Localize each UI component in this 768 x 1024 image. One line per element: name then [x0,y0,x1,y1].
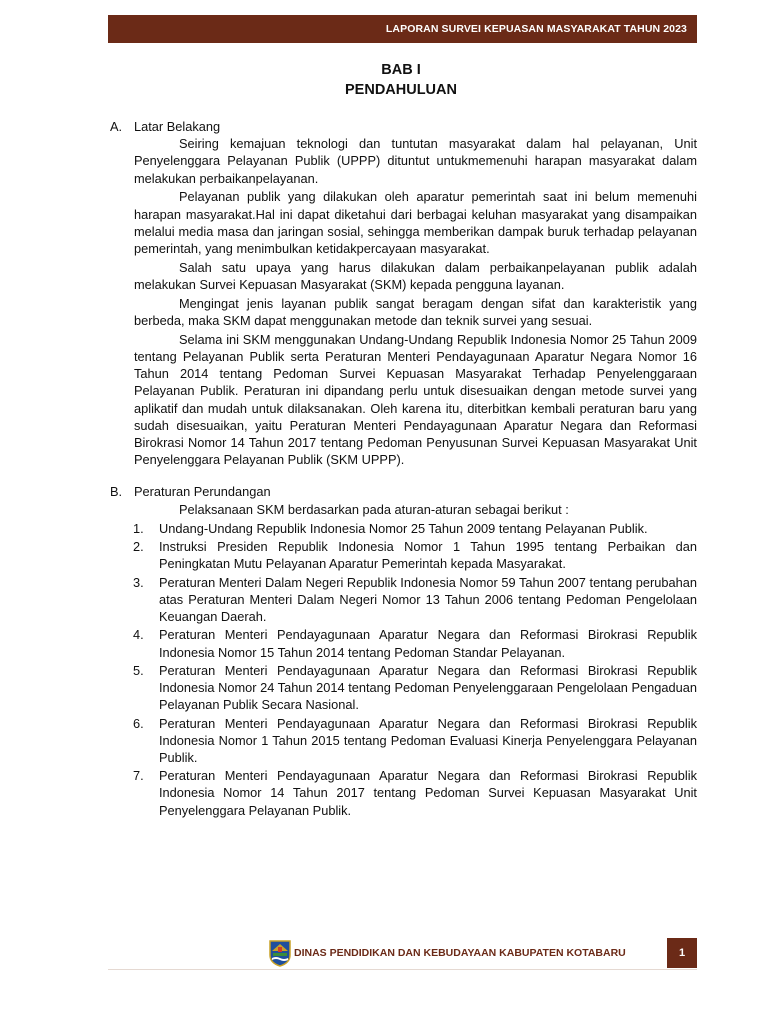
list-item [110,662,697,714]
list-item-number: 5. [133,662,144,678]
running-header-title: LAPORAN SURVEI KEPUASAN MASYARAKAT TAHUN 2023 [385,23,687,35]
paragraph: Salah satu upaya yang harus dilakukan dalam perbaikanpelayanan publik adalah melakukan Survei Kepuasan Masyarakat (SKM) kepada pengguna layanan. [134,259,697,293]
list-item-text: Peraturan Menteri Pendayagunaan Aparatur Negara dan Reformasi Birokrasi Republik Indonesia Nomor 14 Tahun 2017 tentang Pedoman Survei Kepuasan Masyarakat Unit Penyelenggara Pelayanan Publik. [159,768,697,818]
paragraph: Seiring kemajuan teknologi dan tuntutan masyarakat dalam hal pelayanan, Unit Penyelenggara Pelayanan Publik (UPPP) dituntut untukmemenuhi harapan masyarakat dalam melakukan perbaikanpelayanan. [134,136,697,186]
kotabaru-regency-crest-icon [268,939,292,967]
regulation-list [110,520,697,819]
list-item-text: Peraturan Menteri Pendayagunaan Aparatur Negara dan Reformasi Birokrasi Republik Indonesia Nomor 24 Tahun 2014 tentang Pedoman Penyelenggaraan Pengelolaan Pengaduan Pelayanan Publik Secara Nasional. [159,662,697,713]
list-item-number: 6. [133,715,144,731]
paragraph: Pelayanan publik yang dilakukan oleh aparatur pemerintah saat ini belum memenuhi harapan masyarakat.Hal ini dapat diketahui dari berbagai keluhan masyarakat yang disampaikan melalui media masa dan jaringan sosial, sehingga memberikan dampak buruk terhadap pelayanan pemerintah, yang menimbulkan ketidakpercayaan masyarakat. [134,189,697,257]
section-b-title: Peraturan Perundangan [134,484,271,500]
list-item-text: Peraturan Menteri Pendayagunaan Aparatur Negara dan Reformasi Birokrasi Republik Indonesia Nomor 1 Tahun 2015 tentang Pedoman Evaluasi Kinerja Penyelenggara Pelayanan Publik. [159,715,697,765]
section-a-heading [110,118,697,135]
section-a-letter: A. [110,119,123,134]
list-item [110,626,697,660]
paragraph: Mengingat jenis layanan publik sangat beragam dengan sifat dan karakteristik yang berbeda, maka SKM dapat menggunakan metode dan teknik survei yang sesuai. [134,295,697,329]
list-item-number: 7. [133,768,144,784]
footer-divider [108,969,697,970]
list-item-text: Peraturan Menteri Dalam Negeri Republik Indonesia Nomor 59 Tahun 2007 tentang perubahan atas Peraturan Menteri Dalam Negeri Nomor 13 Tahun 2006 tentang Pedoman Pengelolaan Keuangan Daerah. [159,574,697,625]
list-item [110,520,697,537]
list-item-number: 3. [133,574,144,590]
section-b-intro: Pelaksanaan SKM berdasarkan pada aturan-aturan sebagai berikut : [179,501,569,517]
list-item [110,574,697,626]
list-item-text: Instruksi Presiden Republik Indonesia Nomor 1 Tahun 1995 tentang Perbaikan dan Peningkatan Mutu Pelayanan Aparatur Pemerintah kepada Masyarakat. [159,539,697,572]
footer-organization: DINAS PENDIDIKAN DAN KEBUDAYAAN KABUPATEN KOTABARU [294,947,626,959]
running-header [108,15,697,43]
paragraph: Selama ini SKM menggunakan Undang-Undang Republik Indonesia Nomor 25 Tahun 2009 tentang Pelayanan Publik serta Peraturan Menteri Pendayagunaan Aparatur Negara Nomor 16 Tahun 2014 tentang Pedoman Survei Kepuasan Masyarakat Terhadap Penyelenggaraan Pelayanan Publik. Peraturan ini dipandang perlu untuk disesuaikan dengan metode survei yang aplikatif dan mudah untuk dilaksanakan. Oleh karena itu, diterbitkan kembali peraturan baru yang sudah disesuaikan, yaitu Peraturan Menteri Pendayagunaan Aparatur Negara dan Reformasi Birokrasi Nomor 14 Tahun 2017 tentang Pedoman Penyusunan Survei Kepuasan Masyarakat Unit Penyelenggara Pelayanan Publik (SKM UPPP). [134,331,697,468]
list-item-text: Peraturan Menteri Pendayagunaan Aparatur Negara dan Reformasi Birokrasi Republik Indonesia Nomor 15 Tahun 2014 tentang Pedoman Standar Pelayanan. [159,627,697,660]
page-number: 1 [678,947,686,959]
chapter-number: BAB I [381,62,421,78]
section-b-heading [110,483,697,500]
page-number-badge [667,938,697,968]
page-footer [268,938,697,968]
list-item [110,715,697,767]
list-item-number: 4. [133,627,144,643]
list-item-number: 1. [133,520,144,536]
document-body [110,118,697,820]
chapter-title: PENDAHULUAN [345,82,457,98]
list-item [110,767,697,819]
list-item-number: 2. [133,539,144,555]
section-a-title: Latar Belakang [134,119,221,134]
list-item-text: Undang-Undang Republik Indonesia Nomor 25 Tahun 2009 tentang Pelayanan Publik. [159,520,648,536]
section-b-letter: B. [110,484,123,500]
list-item [110,538,697,572]
